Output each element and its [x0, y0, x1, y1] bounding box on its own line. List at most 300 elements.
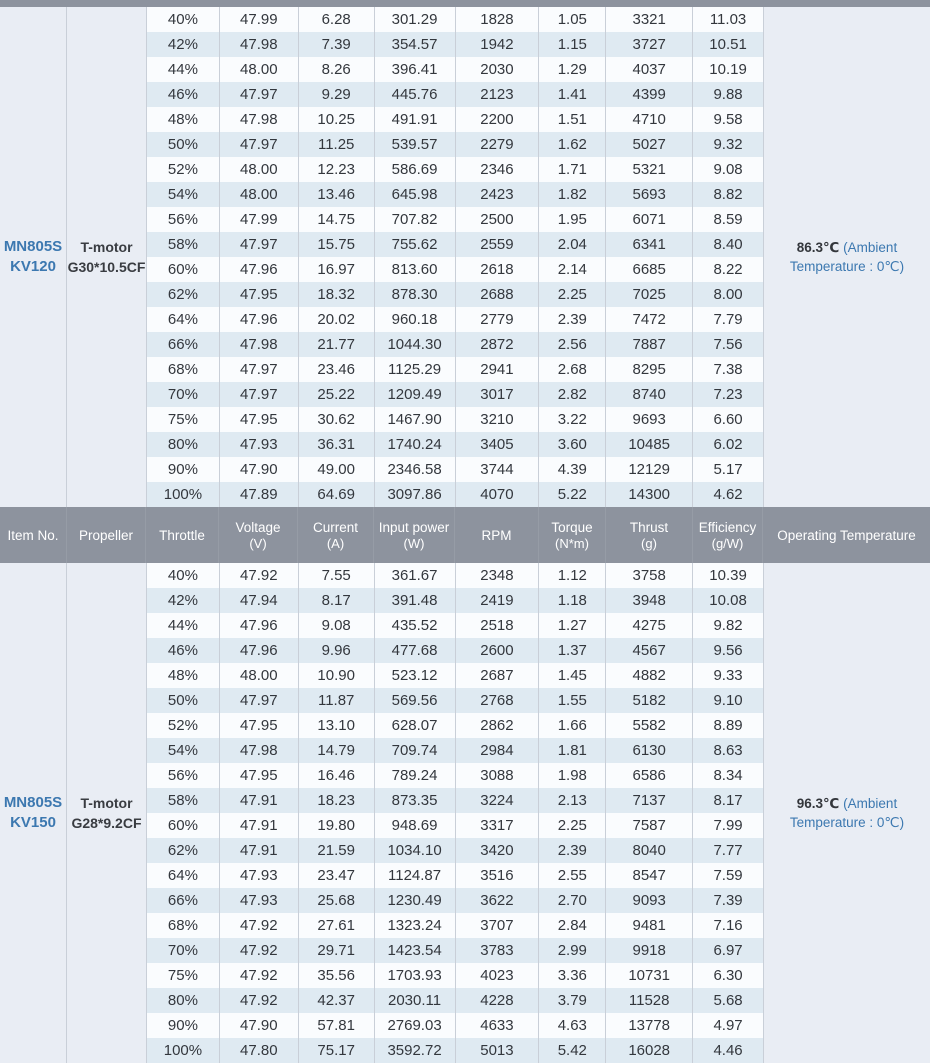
cell-efficiency: 6.97 [713, 942, 743, 959]
cell-thrust: 13778 [606, 1013, 693, 1038]
cell-efficiency: 9.82 [713, 617, 743, 634]
motor-table [0, 7, 930, 507]
cell-current: 36.31 [299, 432, 375, 457]
cell-current: 23.46 [299, 357, 375, 382]
cell-rpm: 3516 [456, 863, 540, 888]
cell-voltage: 48.00 [220, 182, 299, 207]
data-row [147, 788, 763, 813]
cell-current: 15.75 [299, 232, 375, 257]
cell-current: 18.32 [299, 282, 375, 307]
cell-throttle: 66% [147, 332, 220, 357]
cell-efficiency: 4.46 [713, 1042, 743, 1059]
cell-throttle: 80% [147, 988, 220, 1013]
cell-throttle: 42% [147, 588, 220, 613]
cell-voltage: 47.91 [220, 788, 299, 813]
cell-torque: 1.55 [539, 688, 606, 713]
cell-input_power: 354.57 [375, 32, 456, 57]
cell-efficiency: 5.17 [713, 461, 743, 478]
cell-thrust: 3321 [606, 7, 693, 32]
cell-rpm: 3017 [456, 382, 540, 407]
cell-efficiency: 10.08 [709, 592, 747, 609]
cell-torque: 1.37 [539, 638, 606, 663]
cell-thrust: 4710 [606, 107, 693, 132]
cell-rpm: 3420 [456, 838, 540, 863]
cell-thrust: 8547 [606, 863, 693, 888]
cell-throttle: 62% [147, 282, 220, 307]
cell-throttle: 52% [147, 713, 220, 738]
cell-input_power: 645.98 [375, 182, 456, 207]
column-header-efficiency [693, 507, 763, 563]
cell-throttle: 80% [147, 432, 220, 457]
data-row [147, 563, 763, 588]
data-row [147, 963, 763, 988]
data-row [147, 838, 763, 863]
item-no-cell [0, 7, 67, 507]
column-unit: (A) [326, 535, 345, 551]
cell-voltage: 47.90 [220, 1013, 299, 1038]
column-unit: (V) [249, 535, 267, 551]
cell-thrust: 5321 [606, 157, 693, 182]
cell-torque: 5.22 [539, 482, 606, 507]
data-row [147, 332, 763, 357]
cell-efficiency: 10.19 [709, 61, 747, 78]
cell-efficiency: 8.59 [713, 211, 743, 228]
cell-rpm: 3224 [456, 788, 540, 813]
cell-efficiency: 10.39 [709, 567, 747, 584]
cell-current: 75.17 [299, 1038, 375, 1063]
propeller-line2: G30*10.5CF [67, 259, 146, 275]
cell-torque: 2.13 [539, 788, 606, 813]
cell-throttle: 46% [147, 82, 220, 107]
cell-efficiency: 9.33 [713, 667, 743, 684]
cell-current: 10.25 [299, 107, 375, 132]
cell-input_power: 361.67 [375, 563, 456, 588]
cell-throttle: 58% [147, 788, 220, 813]
cell-efficiency: 8.40 [713, 236, 743, 253]
cell-current: 13.10 [299, 713, 375, 738]
cell-thrust: 7137 [606, 788, 693, 813]
cell-throttle: 68% [147, 357, 220, 382]
cell-voltage: 47.80 [220, 1038, 299, 1063]
cell-voltage: 47.98 [220, 32, 299, 57]
temperature-value: 86.3℃ [796, 240, 840, 255]
cell-thrust: 6071 [606, 207, 693, 232]
cell-rpm: 3622 [456, 888, 540, 913]
cell-voltage: 48.00 [220, 157, 299, 182]
cell-voltage: 47.92 [220, 988, 299, 1013]
cell-thrust: 4399 [606, 82, 693, 107]
cell-thrust: 11528 [606, 988, 693, 1013]
cell-thrust: 5182 [606, 688, 693, 713]
cell-torque: 2.68 [539, 357, 606, 382]
data-row [147, 638, 763, 663]
cell-input_power: 1125.29 [375, 357, 456, 382]
cell-torque: 3.79 [539, 988, 606, 1013]
cell-rpm: 2618 [456, 257, 540, 282]
cell-current: 8.17 [299, 588, 375, 613]
cell-torque: 1.41 [539, 82, 606, 107]
column-unit: (N*m) [555, 535, 589, 551]
cell-rpm: 2419 [456, 588, 540, 613]
cell-voltage: 47.97 [220, 82, 299, 107]
cell-current: 16.97 [299, 257, 375, 282]
data-rows [146, 7, 763, 507]
cell-throttle: 100% [147, 482, 220, 507]
data-row [147, 588, 763, 613]
cell-efficiency: 9.56 [713, 642, 743, 659]
data-row [147, 988, 763, 1013]
temperature-text [781, 238, 913, 276]
cell-current: 13.46 [299, 182, 375, 207]
propeller-cell [67, 563, 146, 1063]
cell-input_power: 1323.24 [375, 913, 456, 938]
cell-voltage: 48.00 [220, 663, 299, 688]
cell-efficiency: 4.97 [713, 1017, 743, 1034]
cell-thrust: 14300 [606, 482, 693, 507]
cell-current: 7.39 [299, 32, 375, 57]
cell-current: 49.00 [299, 457, 375, 482]
cell-rpm: 2768 [456, 688, 540, 713]
cell-rpm: 2941 [456, 357, 540, 382]
temperature-text [781, 794, 913, 832]
cell-thrust: 7587 [606, 813, 693, 838]
cell-thrust: 10731 [606, 963, 693, 988]
cell-efficiency: 6.30 [713, 967, 743, 984]
cell-current: 18.23 [299, 788, 375, 813]
cell-voltage: 47.91 [220, 838, 299, 863]
cell-throttle: 46% [147, 638, 220, 663]
cell-voltage: 47.94 [220, 588, 299, 613]
cell-thrust: 4567 [606, 638, 693, 663]
cell-rpm: 2872 [456, 332, 540, 357]
cell-rpm: 4633 [456, 1013, 540, 1038]
cell-rpm: 2688 [456, 282, 540, 307]
cell-voltage: 47.96 [220, 307, 299, 332]
cell-thrust: 3948 [606, 588, 693, 613]
data-row [147, 132, 763, 157]
cell-input_power: 477.68 [375, 638, 456, 663]
cell-efficiency: 9.88 [713, 86, 743, 103]
cell-voltage: 47.93 [220, 863, 299, 888]
cell-voltage: 47.99 [220, 207, 299, 232]
cell-throttle: 50% [147, 132, 220, 157]
cell-throttle: 48% [147, 107, 220, 132]
cell-current: 19.80 [299, 813, 375, 838]
data-row [147, 207, 763, 232]
data-row [147, 663, 763, 688]
cell-input_power: 396.41 [375, 57, 456, 82]
cell-torque: 4.63 [539, 1013, 606, 1038]
cell-rpm: 3088 [456, 763, 540, 788]
cell-rpm: 3317 [456, 813, 540, 838]
cell-voltage: 47.91 [220, 813, 299, 838]
data-row [147, 57, 763, 82]
cell-throttle: 56% [147, 207, 220, 232]
cell-efficiency: 9.32 [713, 136, 743, 153]
cell-input_power: 1124.87 [375, 863, 456, 888]
cell-throttle: 58% [147, 232, 220, 257]
cell-throttle: 68% [147, 913, 220, 938]
cell-efficiency: 6.60 [713, 411, 743, 428]
cell-torque: 1.51 [539, 107, 606, 132]
cell-torque: 2.82 [539, 382, 606, 407]
cell-efficiency: 9.58 [713, 111, 743, 128]
cell-thrust: 5582 [606, 713, 693, 738]
cell-torque: 1.62 [539, 132, 606, 157]
cell-thrust: 4037 [606, 57, 693, 82]
cell-throttle: 54% [147, 738, 220, 763]
data-row [147, 157, 763, 182]
column-header-voltage [219, 507, 298, 563]
cell-voltage: 47.97 [220, 382, 299, 407]
data-row [147, 82, 763, 107]
cell-efficiency: 8.89 [713, 717, 743, 734]
cell-voltage: 47.92 [220, 563, 299, 588]
cell-torque: 2.25 [539, 282, 606, 307]
column-header-torque [539, 507, 606, 563]
cell-input_power: 873.35 [375, 788, 456, 813]
cell-torque: 1.27 [539, 613, 606, 638]
cell-torque: 2.14 [539, 257, 606, 282]
cell-thrust: 3758 [606, 563, 693, 588]
cell-throttle: 56% [147, 763, 220, 788]
cell-input_power: 2030.11 [375, 988, 456, 1013]
cell-rpm: 2279 [456, 132, 540, 157]
column-label: Item No. [7, 527, 59, 543]
cell-current: 14.79 [299, 738, 375, 763]
data-row [147, 713, 763, 738]
cropped-header-strip [0, 0, 930, 7]
cell-thrust: 7887 [606, 332, 693, 357]
cell-input_power: 1740.24 [375, 432, 456, 457]
cell-thrust: 6130 [606, 738, 693, 763]
cell-thrust: 9481 [606, 913, 693, 938]
cell-rpm: 3744 [456, 457, 540, 482]
data-row [147, 7, 763, 32]
cell-throttle: 75% [147, 407, 220, 432]
column-unit: (g) [641, 535, 657, 551]
column-header-thrust [606, 507, 693, 563]
cell-torque: 2.39 [539, 838, 606, 863]
cell-rpm: 4228 [456, 988, 540, 1013]
cell-voltage: 47.95 [220, 713, 299, 738]
cell-efficiency: 8.63 [713, 742, 743, 759]
data-row [147, 688, 763, 713]
cell-torque: 4.39 [539, 457, 606, 482]
cell-thrust: 3727 [606, 32, 693, 57]
cell-throttle: 60% [147, 813, 220, 838]
column-label: Efficiency [698, 519, 757, 535]
data-row [147, 1013, 763, 1038]
cell-rpm: 3707 [456, 913, 540, 938]
cell-voltage: 47.96 [220, 613, 299, 638]
column-header-operating-temperature [763, 507, 930, 563]
cell-current: 12.23 [299, 157, 375, 182]
cell-rpm: 2423 [456, 182, 540, 207]
data-row [147, 888, 763, 913]
cell-throttle: 90% [147, 457, 220, 482]
cell-throttle: 44% [147, 613, 220, 638]
cell-rpm: 4023 [456, 963, 540, 988]
cell-voltage: 47.97 [220, 132, 299, 157]
cell-current: 11.25 [299, 132, 375, 157]
cell-voltage: 47.98 [220, 738, 299, 763]
cell-input_power: 539.57 [375, 132, 456, 157]
cell-voltage: 47.95 [220, 407, 299, 432]
cell-throttle: 75% [147, 963, 220, 988]
column-label: Thrust [629, 519, 669, 535]
cell-input_power: 755.62 [375, 232, 456, 257]
data-row [147, 938, 763, 963]
cell-current: 7.55 [299, 563, 375, 588]
data-row [147, 257, 763, 282]
cell-throttle: 64% [147, 863, 220, 888]
cell-voltage: 47.97 [220, 688, 299, 713]
cell-voltage: 47.92 [220, 913, 299, 938]
cell-torque: 3.22 [539, 407, 606, 432]
cell-input_power: 960.18 [375, 307, 456, 332]
cell-voltage: 47.97 [220, 232, 299, 257]
cell-thrust: 6341 [606, 232, 693, 257]
cell-input_power: 1230.49 [375, 888, 456, 913]
cell-input_power: 523.12 [375, 663, 456, 688]
column-header-propeller [67, 507, 146, 563]
cell-current: 25.22 [299, 382, 375, 407]
cell-input_power: 628.07 [375, 713, 456, 738]
column-unit: (g/W) [711, 535, 744, 551]
cell-efficiency: 6.02 [713, 436, 743, 453]
cell-current: 64.69 [299, 482, 375, 507]
cell-voltage: 47.95 [220, 282, 299, 307]
cell-efficiency: 10.51 [709, 36, 747, 53]
cell-efficiency: 9.10 [713, 692, 743, 709]
cell-current: 25.68 [299, 888, 375, 913]
cell-torque: 5.42 [539, 1038, 606, 1063]
cell-thrust: 9093 [606, 888, 693, 913]
column-label: Propeller [78, 527, 134, 543]
cell-thrust: 6586 [606, 763, 693, 788]
cell-rpm: 2779 [456, 307, 540, 332]
cell-voltage: 47.90 [220, 457, 299, 482]
cell-current: 20.02 [299, 307, 375, 332]
cell-throttle: 90% [147, 1013, 220, 1038]
propeller-line1: T-motor [80, 795, 133, 811]
data-row [147, 307, 763, 332]
cell-current: 21.59 [299, 838, 375, 863]
cell-efficiency: 8.82 [713, 186, 743, 203]
cell-input_power: 3592.72 [375, 1038, 456, 1063]
data-row [147, 357, 763, 382]
data-row [147, 107, 763, 132]
cell-efficiency: 7.39 [713, 892, 743, 909]
cell-input_power: 2769.03 [375, 1013, 456, 1038]
column-header-throttle [146, 507, 219, 563]
cell-current: 6.28 [299, 7, 375, 32]
cell-efficiency: 7.23 [713, 386, 743, 403]
cell-torque: 1.12 [539, 563, 606, 588]
cell-efficiency: 8.17 [713, 792, 743, 809]
cell-rpm: 5013 [456, 1038, 540, 1063]
cell-torque: 3.36 [539, 963, 606, 988]
column-header-rpm [455, 507, 539, 563]
cell-input_power: 491.91 [375, 107, 456, 132]
temperature-note: (Ambient Temperature : 0℃) [789, 796, 905, 830]
cell-torque: 1.45 [539, 663, 606, 688]
cell-torque: 1.15 [539, 32, 606, 57]
cell-thrust: 8740 [606, 382, 693, 407]
cell-current: 9.08 [299, 613, 375, 638]
cell-torque: 2.99 [539, 938, 606, 963]
cell-current: 16.46 [299, 763, 375, 788]
cell-input_power: 707.82 [375, 207, 456, 232]
data-row [147, 457, 763, 482]
cell-input_power: 3097.86 [375, 482, 456, 507]
cell-input_power: 709.74 [375, 738, 456, 763]
cell-throttle: 40% [147, 7, 220, 32]
cell-input_power: 391.48 [375, 588, 456, 613]
data-row [147, 813, 763, 838]
cell-thrust: 12129 [606, 457, 693, 482]
cell-rpm: 3210 [456, 407, 540, 432]
cell-input_power: 1209.49 [375, 382, 456, 407]
cell-rpm: 2518 [456, 613, 540, 638]
cell-input_power: 2346.58 [375, 457, 456, 482]
cell-throttle: 70% [147, 938, 220, 963]
cell-efficiency: 4.62 [713, 486, 743, 503]
cell-torque: 2.56 [539, 332, 606, 357]
cell-torque: 2.70 [539, 888, 606, 913]
cell-torque: 3.60 [539, 432, 606, 457]
data-row [147, 32, 763, 57]
cell-throttle: 44% [147, 57, 220, 82]
cell-rpm: 2500 [456, 207, 540, 232]
cell-throttle: 62% [147, 838, 220, 863]
cell-input_power: 1703.93 [375, 963, 456, 988]
cell-torque: 1.81 [539, 738, 606, 763]
cell-torque: 2.84 [539, 913, 606, 938]
cell-torque: 1.66 [539, 713, 606, 738]
cell-rpm: 2348 [456, 563, 540, 588]
cell-input_power: 586.69 [375, 157, 456, 182]
cell-rpm: 2687 [456, 663, 540, 688]
cell-rpm: 4070 [456, 482, 540, 507]
cell-input_power: 878.30 [375, 282, 456, 307]
cell-thrust: 8295 [606, 357, 693, 382]
column-label: Torque [551, 519, 593, 535]
cell-input_power: 1034.10 [375, 838, 456, 863]
item-no-line2: KV150 [10, 814, 56, 831]
cell-current: 23.47 [299, 863, 375, 888]
column-label: Voltage [235, 519, 281, 535]
cell-voltage: 47.89 [220, 482, 299, 507]
cell-voltage: 47.97 [220, 357, 299, 382]
cell-throttle: 48% [147, 663, 220, 688]
cell-voltage: 48.00 [220, 57, 299, 82]
cell-thrust: 4275 [606, 613, 693, 638]
cell-torque: 1.05 [539, 7, 606, 32]
cell-voltage: 47.98 [220, 332, 299, 357]
cell-rpm: 2200 [456, 107, 540, 132]
cell-current: 9.29 [299, 82, 375, 107]
cell-voltage: 47.98 [220, 107, 299, 132]
cell-input_power: 948.69 [375, 813, 456, 838]
cell-torque: 1.95 [539, 207, 606, 232]
cell-voltage: 47.96 [220, 638, 299, 663]
data-row [147, 738, 763, 763]
cell-efficiency: 11.03 [709, 11, 747, 28]
cell-torque: 1.71 [539, 157, 606, 182]
cell-efficiency: 8.00 [713, 286, 743, 303]
